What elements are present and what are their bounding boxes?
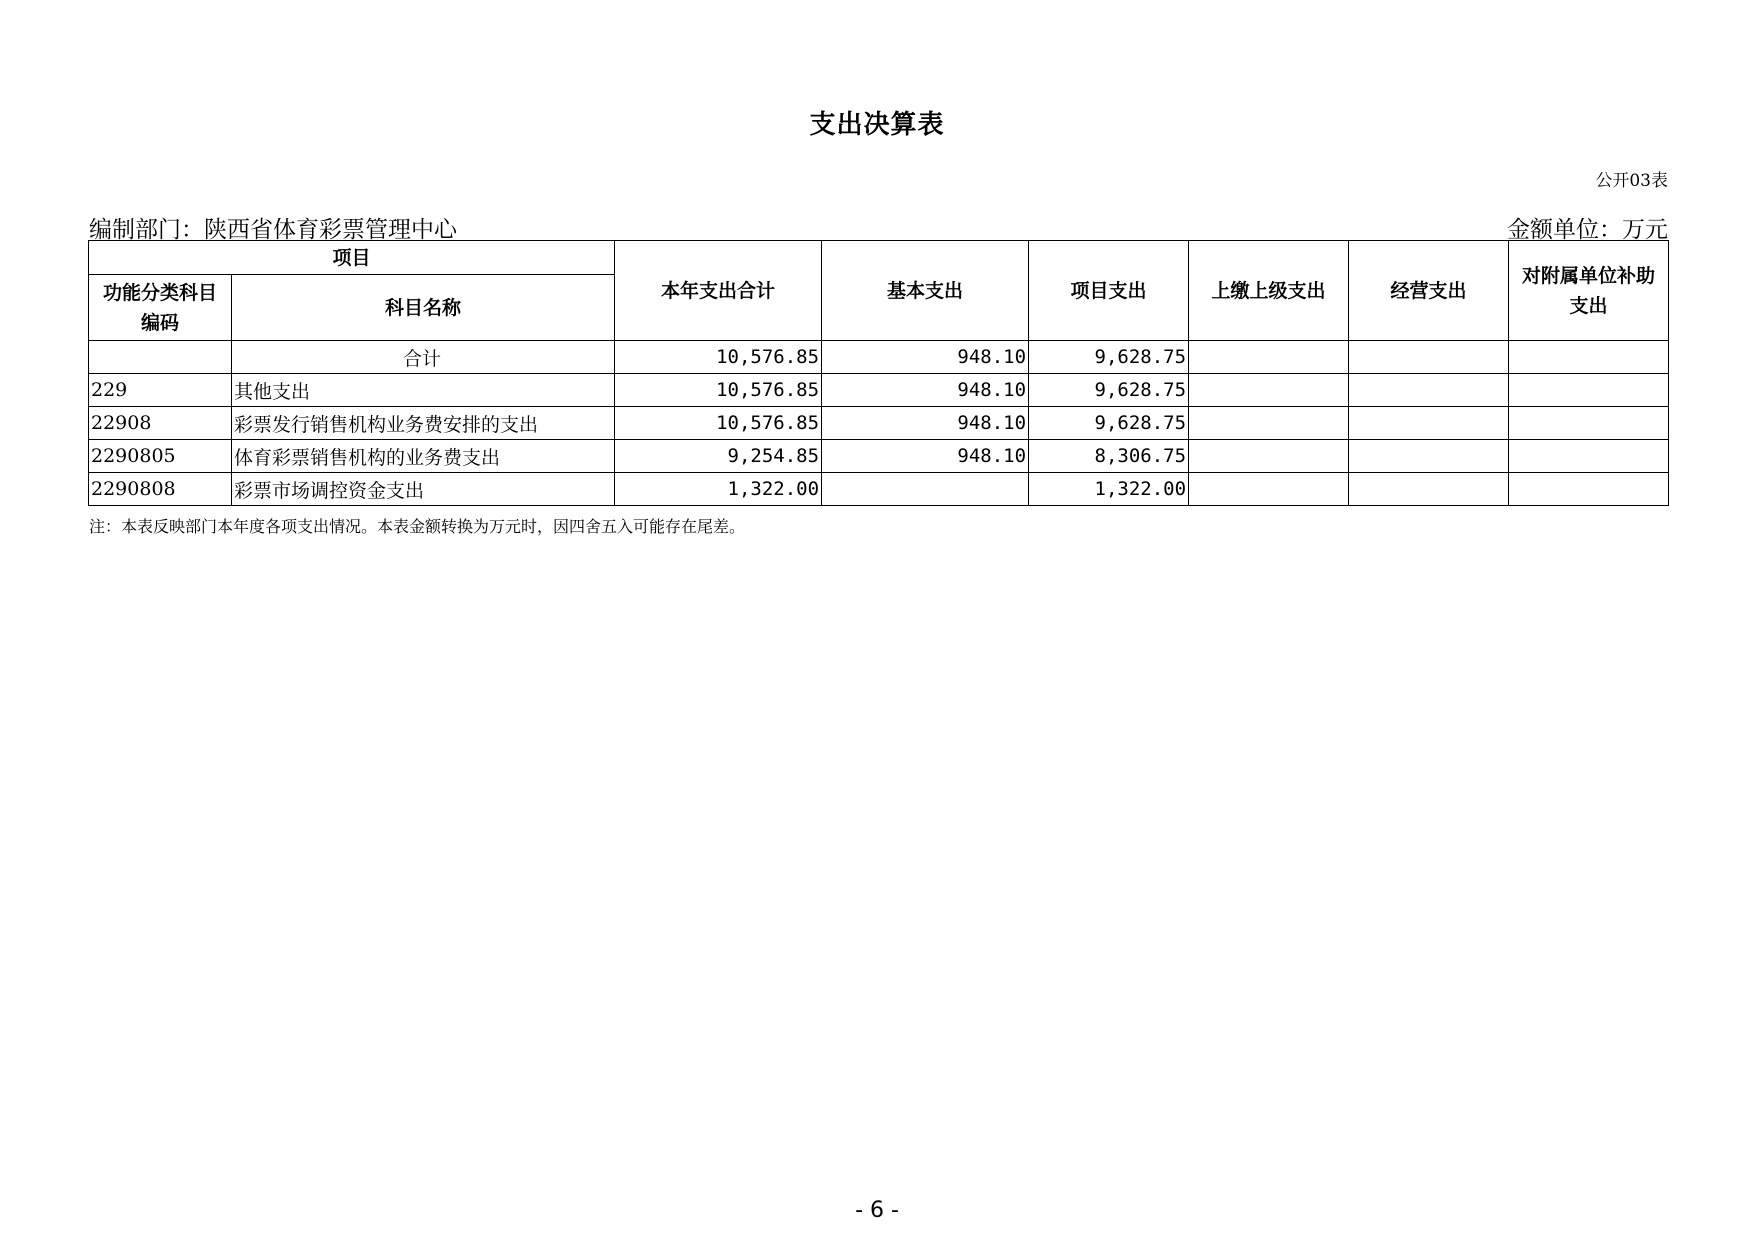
row-basic: 948.10 (822, 407, 1029, 440)
table-row (89, 374, 1669, 407)
amount-unit-label: 金额单位：万元 (1507, 217, 1668, 243)
row-name: 彩票市场调控资金支出 (232, 473, 615, 506)
header-business: 经营支出 (1349, 241, 1509, 341)
row-basic: 948.10 (822, 341, 1029, 374)
page-title: 支出决算表 (809, 110, 945, 140)
row-basic: 948.10 (822, 374, 1029, 407)
row-basic (822, 473, 1029, 506)
table-row-total (89, 341, 1669, 374)
row-business (1349, 440, 1509, 473)
table-note: 注：本表反映部门本年度各项支出情况。本表金额转换为万元时，因四舍五入可能存在尾差。 (89, 517, 746, 536)
row-subsidy (1509, 374, 1669, 407)
header-project: 项目 (89, 241, 615, 275)
row-total: 10,576.85 (615, 341, 822, 374)
header-subsidy: 对附属单位补助支出 (1509, 241, 1669, 341)
row-business (1349, 374, 1509, 407)
row-project-expenditure: 9,628.75 (1029, 341, 1189, 374)
row-name: 彩票发行销售机构业务费安排的支出 (232, 407, 615, 440)
row-total: 10,576.85 (615, 407, 822, 440)
row-total: 1,322.00 (615, 473, 822, 506)
header-code: 功能分类科目编码 (89, 275, 232, 341)
row-name: 体育彩票销售机构的业务费支出 (232, 440, 615, 473)
row-code (89, 341, 232, 374)
row-code: 2290808 (89, 473, 232, 506)
header-project-expenditure: 项目支出 (1029, 241, 1189, 341)
row-business (1349, 473, 1509, 506)
header-total: 本年支出合计 (615, 241, 822, 341)
row-subsidy (1509, 407, 1669, 440)
row-superior (1189, 407, 1349, 440)
row-name: 合计 (232, 341, 615, 374)
row-superior (1189, 473, 1349, 506)
row-subsidy (1509, 341, 1669, 374)
table-row (89, 407, 1669, 440)
expenditure-table (88, 240, 1669, 506)
row-code: 229 (89, 374, 232, 407)
row-project-expenditure: 9,628.75 (1029, 374, 1189, 407)
page-number: - 6 - (855, 1198, 899, 1223)
row-total: 9,254.85 (615, 440, 822, 473)
row-superior (1189, 341, 1349, 374)
row-total: 10,576.85 (615, 374, 822, 407)
row-subsidy (1509, 440, 1669, 473)
row-superior (1189, 374, 1349, 407)
row-basic: 948.10 (822, 440, 1029, 473)
row-code: 22908 (89, 407, 232, 440)
header-superior: 上缴上级支出 (1189, 241, 1349, 341)
row-business (1349, 341, 1509, 374)
table-number: 公开03表 (1595, 171, 1668, 191)
row-project-expenditure: 8,306.75 (1029, 440, 1189, 473)
row-project-expenditure: 1,322.00 (1029, 473, 1189, 506)
header-basic: 基本支出 (822, 241, 1029, 341)
row-business (1349, 407, 1509, 440)
table-row (89, 473, 1669, 506)
row-code: 2290805 (89, 440, 232, 473)
row-name: 其他支出 (232, 374, 615, 407)
row-project-expenditure: 9,628.75 (1029, 407, 1189, 440)
department-label: 编制部门：陕西省体育彩票管理中心 (89, 217, 457, 243)
row-subsidy (1509, 473, 1669, 506)
table-row (89, 440, 1669, 473)
header-name: 科目名称 (232, 275, 615, 341)
row-superior (1189, 440, 1349, 473)
